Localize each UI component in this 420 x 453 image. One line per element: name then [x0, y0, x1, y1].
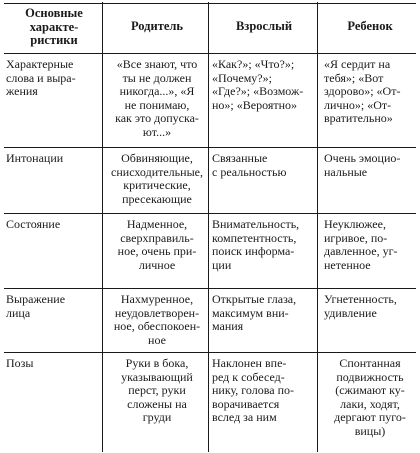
table-divider-3: [317, 2, 318, 452]
row-label-posture: Позы: [6, 357, 34, 370]
cell-state-parent: Надменное, сверхправиль- ное, очень при- личное: [117, 218, 197, 272]
cell-face-child: Угнетенность, удивление: [324, 293, 397, 320]
cell-face-parent: Нахмуренное, неудовлетворен- ное, обеспокоен- ное: [113, 293, 201, 347]
cell-words-child: «Я сердит на тебя»; «Вот здорово»; «От- лично»; «От- вратительно»: [324, 58, 401, 125]
row-label-words: Характерные слова и выра- жения: [6, 58, 76, 98]
table-rule-header: [4, 53, 416, 54]
cell-words-adult: «Как?»; «Что?»; «Почему?»; «Где?»; «Возмож- но»; «Вероятно»: [212, 58, 304, 112]
table-rule-row1: [4, 147, 416, 148]
row-label-state: Состояние: [6, 218, 61, 231]
table-rule-top: [4, 3, 416, 4]
header-parent: Родитель: [130, 20, 184, 33]
table-rule-row2: [4, 213, 416, 214]
header-child: Ребенок: [347, 20, 393, 33]
cell-face-adult: Открытые глаза, максимум вни- мания: [212, 293, 297, 333]
cell-intonation-parent: Обвиняющие, снисходительные, критические, пресекающие: [111, 152, 203, 206]
table-divider-1: [102, 2, 103, 452]
table-rule-row4: [4, 352, 416, 353]
table-divider-2: [208, 2, 209, 452]
cell-posture-child: Спонтанная подвижность (сжимают ку- лаки, ходят, дергают пуго- вицы): [334, 357, 406, 438]
header-adult: Взрослый: [235, 20, 293, 33]
cell-posture-parent: Руки в бока, указывающий перст, руки сложены на груди: [121, 357, 193, 424]
cell-intonation-child: Очень эмоцио- нальные: [324, 152, 401, 179]
cell-state-adult: Внимательность, компетентность, поиск информа- ции: [212, 218, 300, 272]
table-rule-row3: [4, 288, 416, 289]
cell-state-child: Неуклюжее, игривое, по- давленное, уг- нетенное: [324, 218, 398, 272]
cell-intonation-adult: Связанные с реальностью: [212, 152, 287, 179]
cell-words-parent: «Все знают, что ты не должен никогда...», «Я не понимаю, как это допуска- ют...»: [115, 58, 199, 139]
row-label-intonation: Интонации: [6, 152, 64, 165]
header-characteristics: Основные характе- ристики: [25, 7, 83, 47]
row-label-face: Выражение лица: [6, 293, 66, 320]
cell-posture-adult: Наклонен впе- ред к собесед- нику, голова по- ворачивается вслед за ним: [212, 357, 295, 424]
